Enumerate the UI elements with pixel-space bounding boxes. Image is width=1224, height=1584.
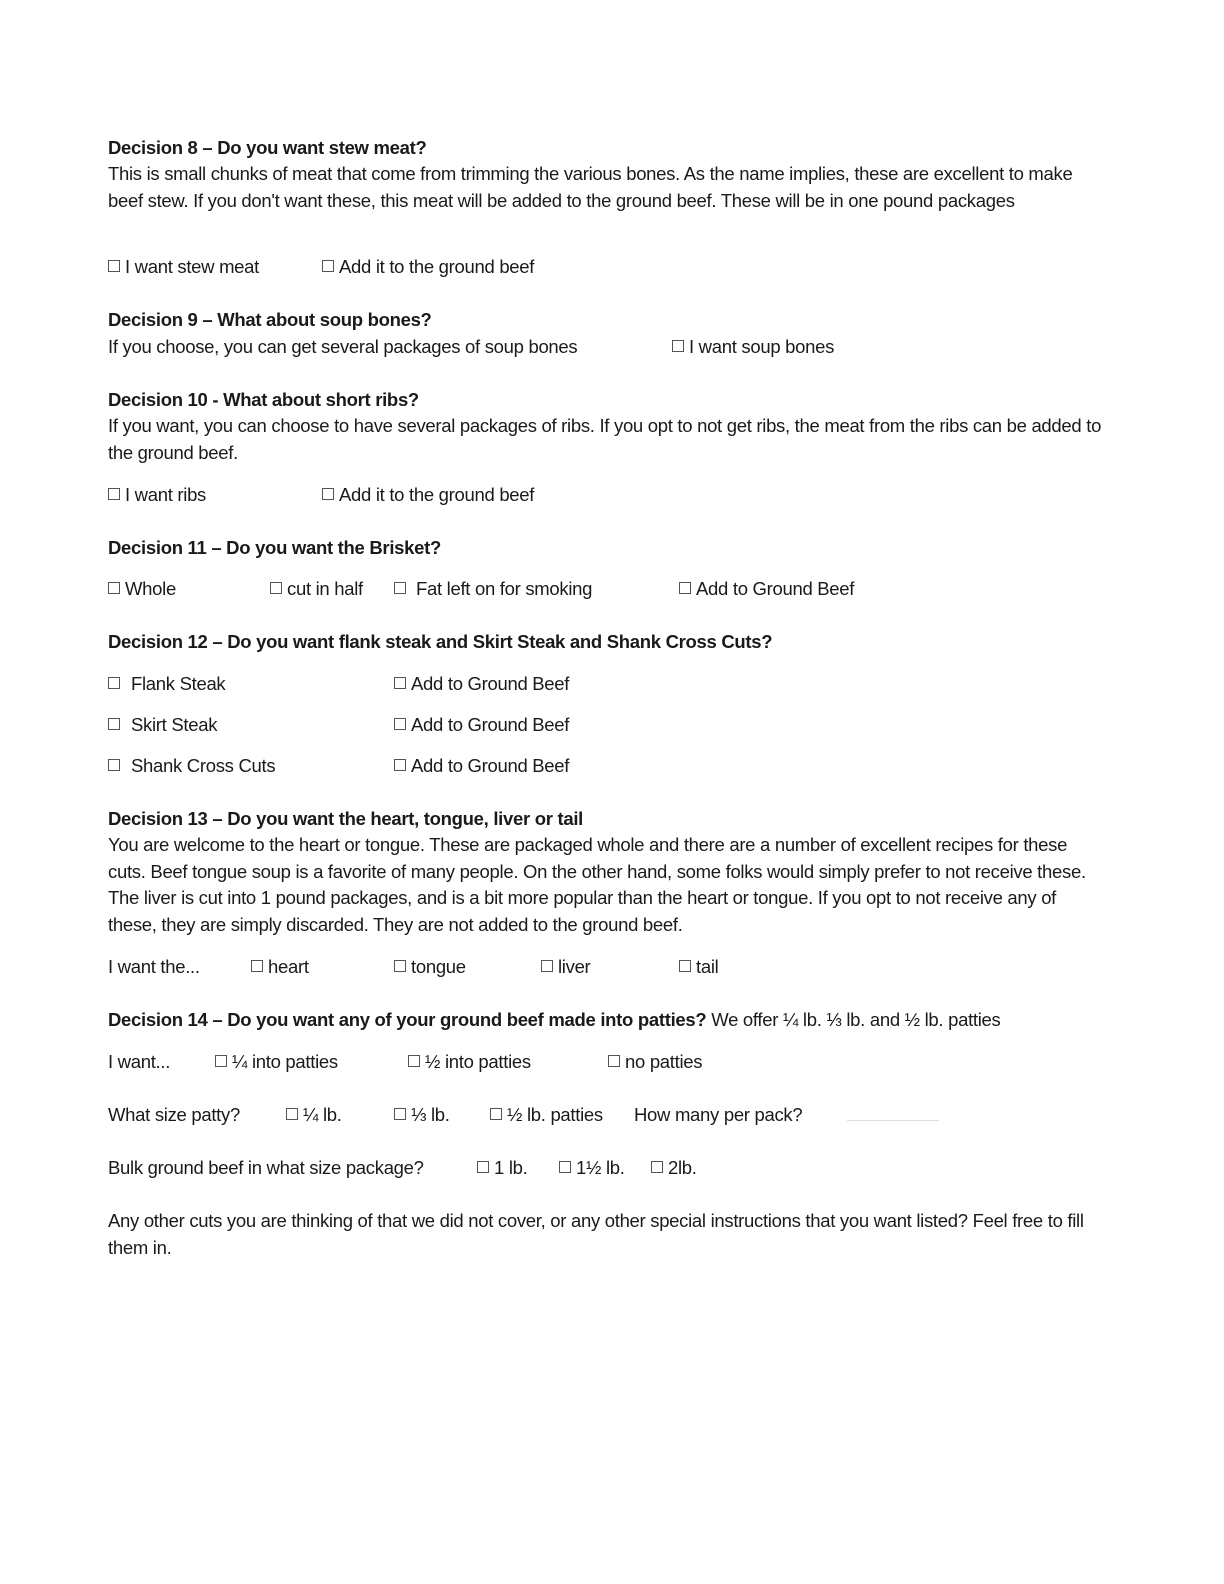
checkbox-icon[interactable]: [108, 582, 120, 594]
checkbox-icon[interactable]: [394, 759, 406, 771]
checkbox-icon[interactable]: [270, 582, 282, 594]
checkbox-icon[interactable]: [408, 1055, 420, 1067]
option-label: Add to Ground Beef: [696, 578, 855, 599]
checkbox-icon[interactable]: [108, 488, 120, 500]
decision-12-title: Decision 12 – Do you want flank steak and Skirt Steak and Shank Cross Cuts?: [108, 631, 773, 652]
option-label: tail: [696, 956, 719, 977]
option-label: Whole: [125, 578, 176, 599]
third-lb-checkbox[interactable]: [394, 1104, 450, 1126]
option-label: ¼ into patties: [232, 1051, 338, 1072]
option-label: I want stew meat: [125, 256, 260, 277]
decision-13-title: Decision 13 – Do you want the heart, tongue, liver or tail: [108, 808, 584, 829]
option-label: Add to Ground Beef: [411, 714, 570, 735]
checkbox-icon[interactable]: [679, 960, 691, 972]
per-pack-input[interactable]: [847, 1120, 939, 1121]
decision-14-title: Decision 14 – Do you want any of your ground beef made into patties?: [108, 1009, 707, 1030]
ribs-checkbox[interactable]: [108, 484, 206, 506]
option-label: heart: [268, 956, 309, 977]
quarter-lb-checkbox[interactable]: [286, 1104, 342, 1126]
option-label: Add it to the ground beef: [339, 484, 535, 505]
checkbox-icon[interactable]: [541, 960, 553, 972]
half-lb-checkbox[interactable]: [490, 1104, 603, 1126]
decision-11-title: Decision 11 – Do you want the Brisket?: [108, 537, 442, 558]
checkbox-icon[interactable]: [108, 677, 120, 689]
option-label: Fat left on for smoking: [416, 578, 593, 599]
stew-meat-checkbox[interactable]: [108, 256, 259, 278]
brisket-whole-checkbox[interactable]: [108, 578, 176, 600]
checkbox-icon[interactable]: [322, 260, 334, 272]
flank-ground-beef-checkbox[interactable]: [394, 673, 569, 695]
checkbox-icon[interactable]: [394, 1108, 406, 1120]
checkbox-icon[interactable]: [251, 960, 263, 972]
option-label: 1½ lb.: [576, 1157, 625, 1178]
skirt-steak-checkbox[interactable]: [108, 714, 217, 736]
option-label: 2lb.: [668, 1157, 697, 1178]
option-label: ¼ lb.: [303, 1104, 342, 1125]
checkbox-icon[interactable]: [108, 718, 120, 730]
bulk-size-prompt: Bulk ground beef in what size package?: [108, 1157, 424, 1178]
brisket-ground-beef-checkbox[interactable]: [679, 578, 854, 600]
decision-14-suffix: We offer ¼ lb. ⅓ lb. and ½ lb. patties: [711, 1009, 1001, 1030]
checkbox-icon[interactable]: [394, 960, 406, 972]
bulk-1-5lb-checkbox[interactable]: [559, 1157, 625, 1179]
checkbox-icon[interactable]: [672, 340, 684, 352]
checkbox-icon[interactable]: [608, 1055, 620, 1067]
option-label: ⅓ lb.: [411, 1104, 450, 1125]
checkbox-icon[interactable]: [394, 582, 406, 594]
option-label: Add it to the ground beef: [339, 256, 535, 277]
bulk-1lb-checkbox[interactable]: [477, 1157, 527, 1179]
option-label: I want ribs: [125, 484, 207, 505]
decision-8-body: This is small chunks of meat that come from trimming the various bones. As the name implies, these are excellent to make beef stew. If you don't want these, this meat will be added to the ground beef. These will be in one pound packages: [108, 163, 1073, 211]
option-label: ½ into patties: [425, 1051, 531, 1072]
decision-9-body: If you choose, you can get several packages of soup bones: [108, 336, 578, 357]
bulk-2lb-checkbox[interactable]: [651, 1157, 697, 1179]
checkbox-icon[interactable]: [108, 260, 120, 272]
skirt-ground-beef-checkbox[interactable]: [394, 714, 569, 736]
checkbox-icon[interactable]: [651, 1161, 663, 1173]
other-instructions: Any other cuts you are thinking of that we did not cover, or any other special instructions that you want listed? Feel free to fill them in.: [108, 1210, 1084, 1258]
organ-prompt: I want the...: [108, 956, 200, 977]
checkbox-icon[interactable]: [559, 1161, 571, 1173]
checkbox-icon[interactable]: [477, 1161, 489, 1173]
soup-bones-checkbox[interactable]: [672, 336, 834, 358]
option-label: Flank Steak: [131, 673, 226, 694]
flank-steak-checkbox[interactable]: [108, 673, 225, 695]
shank-ground-beef-checkbox[interactable]: [394, 755, 569, 777]
liver-checkbox[interactable]: [541, 956, 590, 978]
option-label: Shank Cross Cuts: [131, 755, 276, 776]
tongue-checkbox[interactable]: [394, 956, 466, 978]
decision-13-body: You are welcome to the heart or tongue. These are packaged whole and there are a number of excellent recipes for these cuts. Beef tongue soup is a favorite of many people. On the other hand, some folks would simply prefer to not receive these. The liver is cut into 1 pound packages, and is a bit more popular than the heart or tongue. If you opt to not receive any of these, they are simply discarded. They are not added to the ground beef.: [108, 834, 1086, 935]
option-label: ½ lb. patties: [507, 1104, 603, 1125]
shank-cuts-checkbox[interactable]: [108, 755, 275, 777]
option-label: 1 lb.: [494, 1157, 528, 1178]
checkbox-icon[interactable]: [679, 582, 691, 594]
checkbox-icon[interactable]: [394, 718, 406, 730]
per-pack-prompt: How many per pack?: [634, 1104, 803, 1125]
option-label: no patties: [625, 1051, 703, 1072]
checkbox-icon[interactable]: [215, 1055, 227, 1067]
checkbox-icon[interactable]: [108, 759, 120, 771]
decision-10-body: If you want, you can choose to have several packages of ribs. If you opt to not get ribs, the meat from the ribs can be added to the ground beef.: [108, 415, 1102, 463]
option-label: tongue: [411, 956, 466, 977]
decision-8-title: Decision 8 – Do you want stew meat?: [108, 137, 427, 158]
checkbox-icon[interactable]: [322, 488, 334, 500]
heart-checkbox[interactable]: [251, 956, 309, 978]
tail-checkbox[interactable]: [679, 956, 718, 978]
brisket-fat-checkbox[interactable]: [394, 578, 592, 600]
checkbox-icon[interactable]: [394, 677, 406, 689]
option-label: Add to Ground Beef: [411, 673, 570, 694]
decision-14-title-row: [108, 1009, 1001, 1031]
option-label: I want soup bones: [689, 336, 835, 357]
half-patties-checkbox[interactable]: [408, 1051, 531, 1073]
stew-ground-beef-checkbox[interactable]: [322, 256, 534, 278]
option-label: Skirt Steak: [131, 714, 218, 735]
no-patties-checkbox[interactable]: [608, 1051, 702, 1073]
decision-10-title: Decision 10 - What about short ribs?: [108, 389, 419, 410]
patty-size-prompt: What size patty?: [108, 1104, 240, 1125]
option-label: liver: [558, 956, 591, 977]
brisket-half-checkbox[interactable]: [270, 578, 363, 600]
decision-9-title: Decision 9 – What about soup bones?: [108, 309, 432, 330]
option-label: cut in half: [287, 578, 363, 599]
ribs-ground-beef-checkbox[interactable]: [322, 484, 534, 506]
patties-prompt: I want...: [108, 1051, 171, 1072]
quarter-patties-checkbox[interactable]: [215, 1051, 338, 1073]
checkbox-icon[interactable]: [286, 1108, 298, 1120]
checkbox-icon[interactable]: [490, 1108, 502, 1120]
option-label: Add to Ground Beef: [411, 755, 570, 776]
